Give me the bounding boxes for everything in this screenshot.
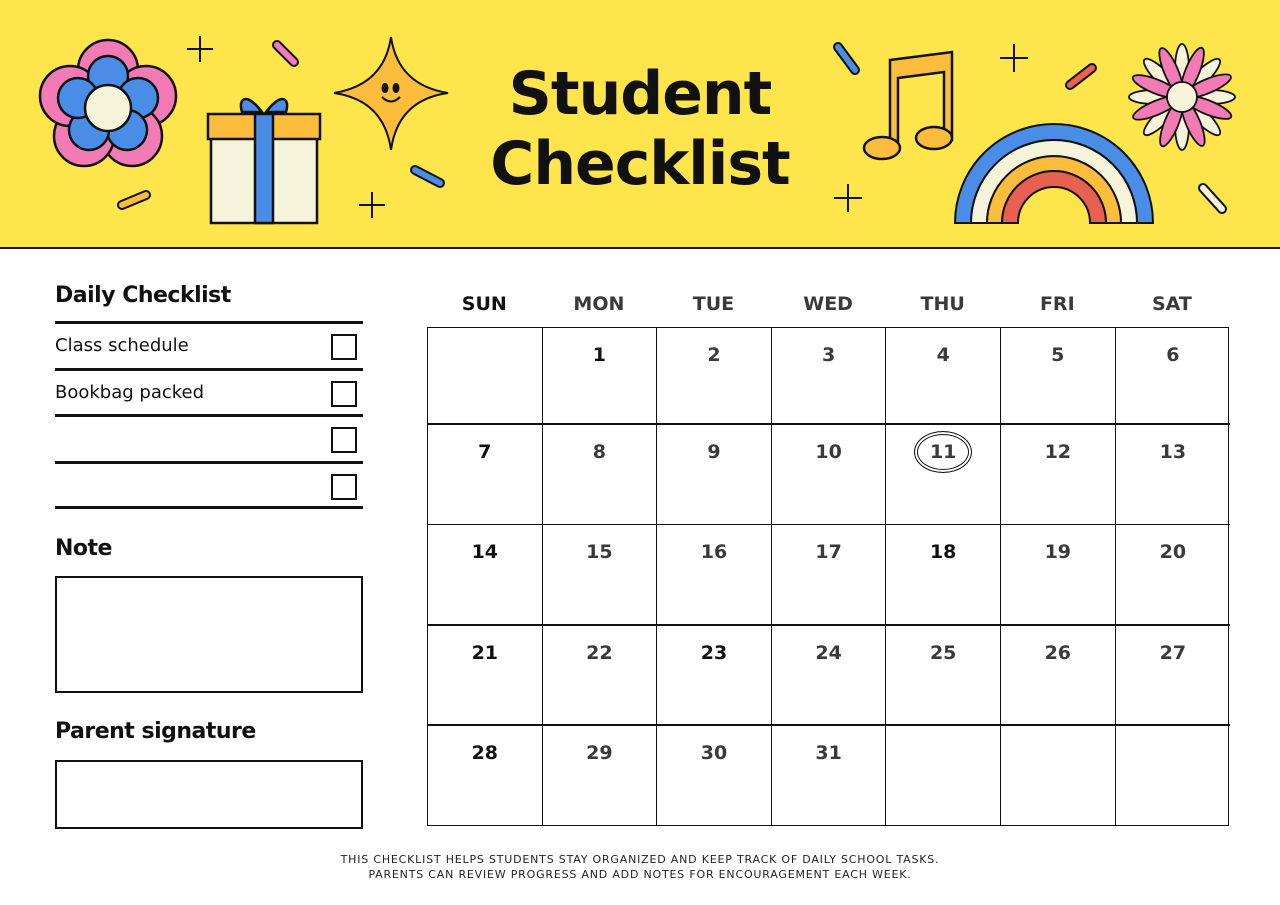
calendar-day-cell[interactable] [772, 328, 887, 425]
calendar-date-number: 26 [1044, 642, 1072, 664]
calendar-date-number: 30 [700, 742, 728, 764]
calendar-date-number: 22 [586, 642, 613, 664]
calendar-day-cell[interactable] [657, 525, 772, 626]
parent-signature-heading: Parent signature [55, 719, 256, 744]
weekday-header: MON [573, 293, 625, 315]
page-title-line2: Checklist [490, 129, 790, 199]
checklist-checkbox[interactable] [331, 381, 357, 407]
calendar-day-cell[interactable] [1116, 525, 1231, 626]
header-banner [0, 0, 1280, 249]
calendar-day-cell[interactable] [657, 626, 772, 726]
calendar-grid [427, 327, 1229, 826]
calendar-date-number: 19 [1044, 541, 1072, 563]
calendar-date-number: 29 [586, 742, 613, 764]
weekday-header: FRI [1039, 293, 1075, 315]
calendar-date-number: 4 [936, 344, 950, 366]
calendar-date-number: 15 [586, 541, 613, 563]
note-heading: Note [55, 536, 112, 561]
checklist-bottom-rule [55, 506, 363, 509]
calendar-day-cell[interactable] [657, 328, 772, 425]
footer-line-1: THIS CHECKLIST HELPS STUDENTS STAY ORGANIZED AND KEEP TRACK OF DAILY SCHOOL TASKS. [340, 853, 940, 866]
daily-checklist-heading: Daily Checklist [55, 283, 231, 308]
calendar-day-cell[interactable] [1116, 726, 1231, 826]
checklist-checkbox[interactable] [331, 334, 357, 360]
calendar-day-cell[interactable] [1001, 425, 1116, 525]
weekday-header: SAT [1151, 293, 1192, 315]
calendar-date-number: 12 [1044, 441, 1072, 463]
calendar-date-number: 13 [1159, 441, 1187, 463]
calendar-day-cell[interactable] [1116, 425, 1231, 525]
calendar-date-number: 31 [815, 742, 842, 764]
calendar-day-cell[interactable] [428, 525, 543, 626]
calendar-day-cell[interactable] [543, 525, 658, 626]
calendar-date-number: 28 [471, 742, 499, 764]
rainbow-icon [955, 124, 1153, 223]
calendar-date-number: 17 [815, 541, 842, 563]
weekday-header: TUE [692, 293, 735, 315]
note-field[interactable] [55, 576, 363, 693]
calendar-date-number: 14 [471, 541, 499, 563]
calendar-day-cell[interactable] [886, 626, 1001, 726]
weekday-header: SUN [461, 293, 507, 315]
calendar-day-cell[interactable] [772, 525, 887, 626]
calendar-day-cell[interactable] [543, 626, 658, 726]
calendar-date-number: 8 [592, 441, 606, 463]
calendar-day-cell[interactable] [772, 726, 887, 826]
calendar-date-number: 9 [707, 441, 721, 463]
calendar-date-number: 25 [929, 642, 957, 664]
calendar-day-cell[interactable] [1001, 726, 1116, 826]
calendar-day-cell[interactable] [886, 525, 1001, 626]
calendar-day-cell[interactable] [1001, 328, 1116, 425]
calendar-date-number: 21 [471, 642, 499, 664]
checklist-item [55, 368, 363, 414]
calendar-date-number: 24 [815, 642, 842, 664]
calendar-day-cell[interactable] [543, 328, 658, 425]
page-title-line1: Student [508, 59, 772, 129]
calendar-day-cell[interactable] [1116, 626, 1231, 726]
calendar-date-number: 7 [478, 441, 492, 463]
calendar-date-number: 2 [707, 344, 721, 366]
calendar-date-number: 11 [929, 441, 957, 463]
weekday-header: THU [920, 293, 965, 315]
checklist-item-label: Bookbag packed [55, 381, 205, 403]
calendar-date-number: 20 [1159, 541, 1187, 563]
calendar-day-cell[interactable] [1001, 626, 1116, 726]
footer-line-2: PARENTS CAN REVIEW PROGRESS AND ADD NOTES FOR ENCOURAGEMENT EACH WEEK. [368, 868, 912, 881]
checklist-item-label: Class schedule [55, 335, 189, 356]
calendar-day-cell[interactable] [1001, 525, 1116, 626]
calendar-date-number: 27 [1159, 642, 1187, 664]
calendar-day-cell[interactable] [772, 425, 887, 525]
calendar-date-number: 5 [1051, 344, 1065, 366]
checklist-checkbox[interactable] [331, 474, 357, 500]
calendar-day-cell[interactable] [428, 726, 543, 826]
checklist-item [55, 461, 363, 507]
calendar-date-number: 18 [929, 541, 957, 563]
footer-note [240, 852, 1040, 882]
calendar-day-cell[interactable] [543, 726, 658, 826]
daisy-icon [1129, 44, 1235, 150]
parent-signature-field[interactable] [55, 760, 363, 829]
checklist-checkbox[interactable] [331, 427, 357, 453]
calendar-day-cell[interactable] [772, 626, 887, 726]
calendar-day-cell[interactable] [543, 425, 658, 525]
calendar-day-cell[interactable] [886, 726, 1001, 826]
checklist-item [55, 321, 363, 367]
calendar-date-number: 23 [700, 642, 728, 664]
calendar-day-cell[interactable] [428, 425, 543, 525]
music-note-icon [864, 52, 952, 159]
star-face-icon [334, 37, 448, 150]
calendar-date-number: 6 [1166, 344, 1180, 366]
checklist-item [55, 414, 363, 460]
calendar-day-cell[interactable] [428, 626, 543, 726]
flower-icon [40, 40, 176, 166]
calendar-date-number: 3 [821, 344, 836, 366]
weekday-header: WED [803, 293, 853, 315]
calendar-day-cell[interactable] [657, 726, 772, 826]
calendar-day-cell[interactable] [1116, 328, 1231, 425]
calendar-date-number: 10 [815, 441, 842, 463]
calendar-day-cell[interactable] [657, 425, 772, 525]
calendar-date-number: 16 [700, 541, 728, 563]
calendar-day-cell[interactable] [428, 328, 543, 425]
calendar-day-cell[interactable] [886, 425, 1001, 525]
calendar-day-cell[interactable] [886, 328, 1001, 425]
gift-icon [208, 99, 320, 223]
calendar-date-number: 1 [592, 344, 606, 366]
